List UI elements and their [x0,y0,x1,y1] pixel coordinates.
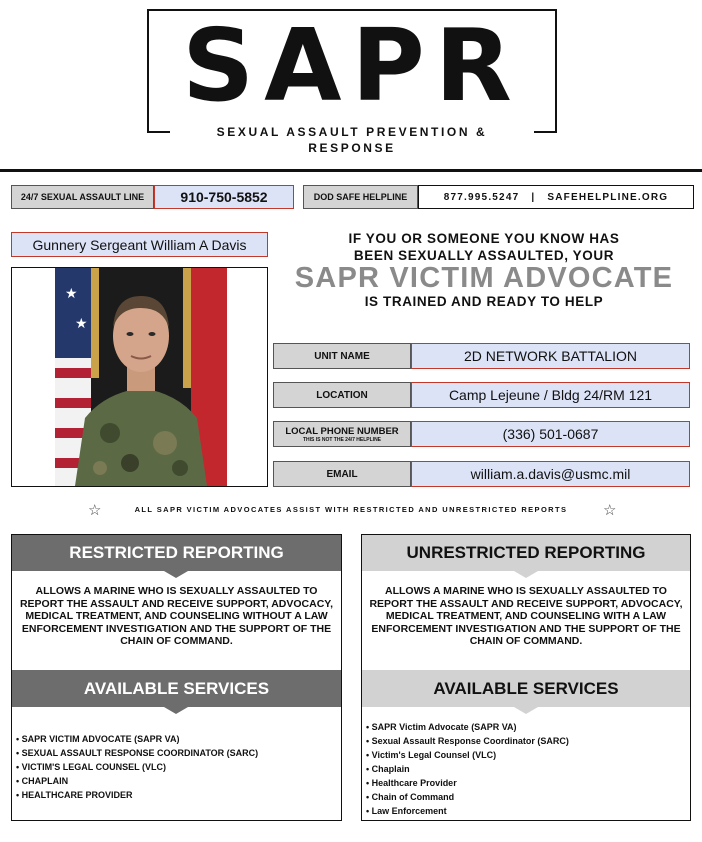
list-item: • Chain of Command [366,790,686,804]
advocate-name-field[interactable]: Gunnery Sergeant William A Davis [11,232,268,257]
restricted-title-notch [164,571,188,578]
list-item: • CHAPLAIN [16,774,336,788]
unrestricted-reporting-text: ALLOWS A MARINE WHO IS SEXUALLY ASSAULTED TO REPORT THE ASSAULT AND RECEIVE SUPPORT, ADVOCACY, MEDICAL TREATMENT, AND COUNSELING WITH A LAW ENFORCEMENT INVESTIGATION AND THE SUPPORT OF THE CHAIN OF COMMAND. [369,585,683,648]
local-phone-label-text: LOCAL PHONE NUMBER [285,425,399,437]
dod-helpline-number[interactable]: 877.995.5247 [443,191,520,203]
list-item: • SAPR VICTIM ADVOCATE (SAPR VA) [16,732,336,746]
list-item: • Sexual Assault Response Coordinator (SARC) [366,734,686,748]
restricted-services-list [16,732,336,802]
email-label-text: EMAIL [326,468,358,480]
headline-sapr-victim-advocate: SAPR VICTIM ADVOCATE [294,262,674,294]
sexual-assault-line-number[interactable]: 910-750-5852 [154,185,294,209]
list-item: • VICTIM'S LEGAL COUNSEL (VLC) [16,760,336,774]
email-label [273,461,411,487]
unrestricted-reporting-title: UNRESTRICTED REPORTING [362,535,690,571]
dod-helpline-info [418,185,694,209]
unrestricted-services-title: AVAILABLE SERVICES [362,670,690,707]
dod-helpline-website[interactable]: SAFEHELPLINE.ORG [547,191,669,203]
location-label-text: LOCATION [316,389,368,401]
star-icon-left: ☆ [88,502,102,519]
restricted-services-notch [164,707,188,714]
unrestricted-title-notch [514,571,538,578]
local-phone-label [273,421,411,447]
list-item: • SAPR Victim Advocate (SAPR VA) [366,720,686,734]
unrestricted-services-list [366,720,686,818]
local-phone-sublabel: THIS IS NOT THE 24/7 HELPLINE [302,436,382,443]
list-item: • Chaplain [366,762,686,776]
advocate-photo [55,268,227,486]
sexual-assault-line-label: 24/7 SEXUAL ASSAULT LINE [11,185,154,209]
location-field[interactable]: Camp Lejeune / Bldg 24/RM 121 [411,382,690,408]
local-phone-field[interactable]: (336) 501-0687 [411,421,690,447]
restricted-reporting-text: ALLOWS A MARINE WHO IS SEXUALLY ASSAULTED TO REPORT THE ASSAULT AND RECEIVE SUPPORT, ADVOCACY, MEDICAL TREATMENT, AND COUNSELING WITHOUT A LAW ENFORCEMENT INVESTIGATION AND THE SUPPORT OF THE CHAIN OF COMMAND. [19,585,334,648]
unit-name-label-text: UNIT NAME [314,350,370,362]
svg-text:★: ★ [65,285,78,301]
email-field[interactable]: william.a.davis@usmc.mil [411,461,690,487]
sapr-logo-subtitle: SEXUAL ASSAULT PREVENTION & RESPONSE [170,124,534,156]
list-item: • Law Enforcement [366,804,686,818]
dod-helpline-label: DOD SAFE HELPLINE [303,185,418,209]
svg-text:★: ★ [75,315,88,331]
restricted-services-title: AVAILABLE SERVICES [12,670,341,707]
list-item: • Victim's Legal Counsel (VLC) [366,748,686,762]
headline-line-2: BEEN SEXUALLY ASSAULTED, YOUR [353,248,615,263]
restricted-reporting-title: RESTRICTED REPORTING [12,535,341,571]
list-item: • Healthcare Provider [366,776,686,790]
list-item: • HEALTHCARE PROVIDER [16,788,336,802]
sapr-logo-title: SAPR [182,7,522,124]
unit-name-field[interactable]: 2D NETWORK BATTALION [411,343,690,369]
advocates-note: ALL SAPR VICTIM ADVOCATES ASSIST WITH RESTRICTED AND UNRESTRICTED REPORTS [134,505,568,514]
headline-line-4: IS TRAINED AND READY TO HELP [364,294,604,309]
location-label [273,382,411,408]
unrestricted-services-notch [514,707,538,714]
unit-name-label [273,343,411,369]
dod-helpline-separator: | [531,191,536,203]
star-icon-right: ☆ [603,502,617,519]
headline-line-1: IF YOU OR SOMEONE YOU KNOW HAS [348,231,620,246]
list-item: • SEXUAL ASSAULT RESPONSE COORDINATOR (SARC) [16,746,336,760]
header-divider [0,169,702,172]
